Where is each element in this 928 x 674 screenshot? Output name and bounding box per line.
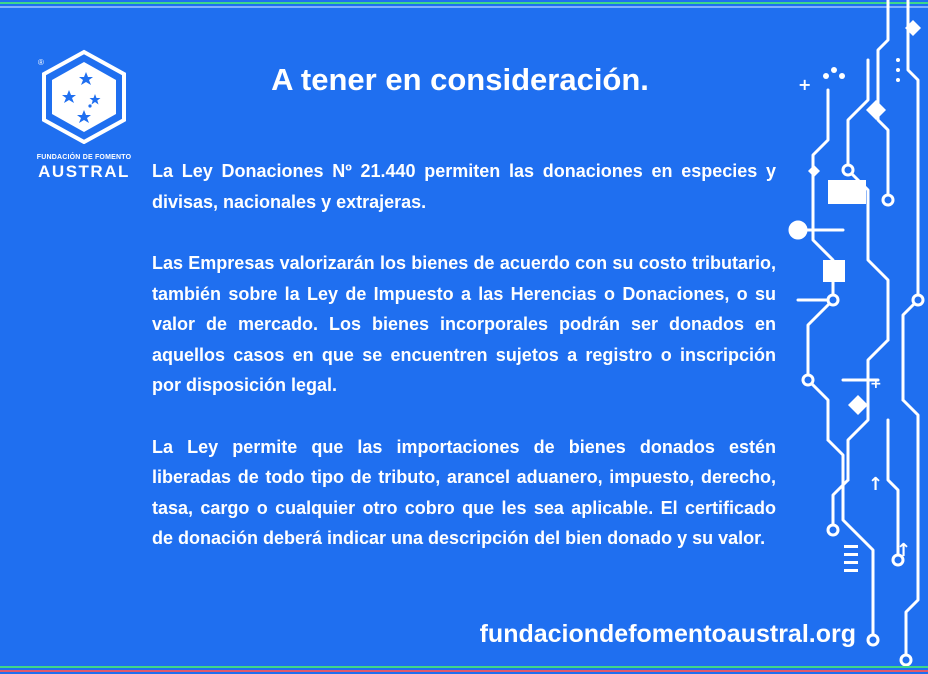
svg-text:+: + bbox=[870, 376, 882, 392]
paragraph-2: Las Empresas valorizarán los bienes de acuerdo con su costo tributario, también sobre la Ley de Impuesto a las Herencias o Donaciones, o su valor de mercado. Los bienes incorporales podrán ser donados en aquellos casos en que se encuentren sujetos a registro o inscripción por disposición legal. bbox=[152, 253, 776, 395]
svg-text:↑: ↑ bbox=[896, 540, 912, 561]
southern-cross-hexagon-icon bbox=[36, 48, 132, 144]
paragraph-3: La Ley permite que las importaciones de bienes donados estén liberadas de todo tipo de tributo, arancel aduanero, impuesto, derecho, tasa, cargo o cualquier otro cobro que les sea aplicable. El certificado de donación deberá indicar una descripción del bien donado y su valor. bbox=[152, 436, 776, 548]
logo bbox=[36, 48, 132, 182]
bottom-stripes bbox=[0, 666, 928, 674]
svg-text:↑: ↑ bbox=[868, 474, 884, 495]
paragraph-1: La Ley Donaciones Nº 21.440 permiten las donaciones en especies y divisas, nacionales y extrajeras. bbox=[152, 161, 776, 212]
logo-org-name: AUSTRAL bbox=[38, 162, 130, 181]
page-title: A tener en consideración. bbox=[271, 62, 649, 97]
circuit-board-icon bbox=[788, 0, 928, 674]
registered-mark: ® bbox=[38, 58, 44, 67]
body-text bbox=[152, 156, 776, 585]
logo-org-line: FUNDACIÓN DE FOMENTO bbox=[36, 154, 132, 161]
svg-text:+: + bbox=[798, 75, 812, 94]
website-url[interactable]: fundaciondefomentoaustral.org bbox=[479, 620, 856, 648]
